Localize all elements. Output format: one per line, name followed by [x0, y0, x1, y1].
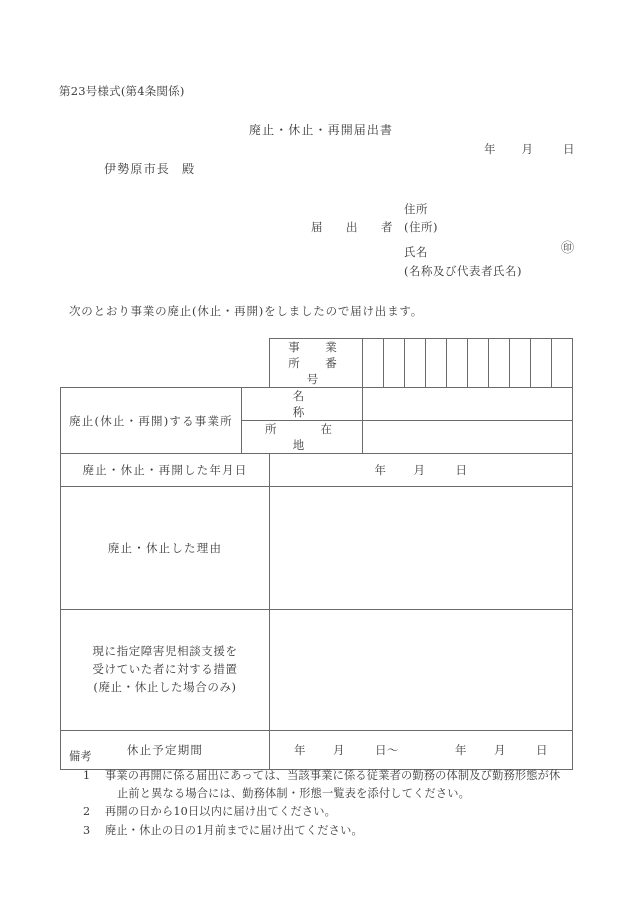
suspend-to-day: 日 [536, 743, 548, 757]
suspend-from-year: 年 [294, 743, 306, 757]
reason-label: 廃止・休止した理由 [61, 487, 270, 610]
note-text: 廃止・休止の日の1月前までに届け出てください。 [105, 823, 363, 837]
office-number-cell[interactable] [405, 339, 426, 388]
measures-label-line-3: (廃止・休止した場合のみ) [93, 679, 237, 694]
applicant-label: 届 出 者 [311, 220, 399, 234]
note-item [69, 767, 609, 803]
suspension-period-label: 休止予定期間 [61, 731, 270, 770]
note-item [69, 822, 609, 840]
event-date-value[interactable] [270, 454, 573, 487]
notes-section [69, 748, 609, 840]
office-number-cell[interactable] [510, 339, 531, 388]
table-row-event-date [61, 454, 573, 487]
note-line-2: 止前と異なる場合には、勤務体制・形態一覧表を添付してください。 [117, 787, 471, 801]
applicant-address-label: 住所 [404, 202, 428, 216]
office-number-cell[interactable] [384, 339, 405, 388]
note-line-1: 事業の再開に係る届出にあっては、当該事業に係る従業者の勤務の体制及び勤務形態が休 [105, 769, 561, 783]
office-number-cell[interactable] [552, 339, 573, 388]
form-number: 第23号様式(第4条関係) [59, 84, 185, 98]
office-number-cell[interactable] [489, 339, 510, 388]
suspend-from-month: 月 [333, 743, 345, 757]
event-date-group [375, 463, 468, 477]
addressee-honorific: 殿 [182, 162, 196, 176]
table-row-reason [61, 487, 573, 610]
spacer-cell [61, 339, 270, 388]
date-month-label: 月 [521, 142, 533, 156]
applicant-name-note: (名称及び代表者氏名) [404, 264, 522, 278]
note-item [69, 803, 609, 821]
applicant-name-label: 氏名 [404, 245, 428, 259]
office-name-label: 名 称 [242, 388, 363, 421]
notes-title: 備考 [69, 750, 92, 763]
note-text [105, 767, 609, 803]
suspend-to-month: 月 [494, 743, 506, 757]
intro-sentence: 次のとおり事業の廃止(休止・再開)をしましたので届け出ます。 [69, 304, 424, 318]
office-location-label: 所 在 地 [242, 421, 363, 454]
office-location-value[interactable] [363, 421, 573, 454]
note-text: 再開の日から10日以内に届け出てください。 [105, 805, 336, 819]
addressee-name: 伊勢原市長 [104, 162, 171, 176]
office-number-cell[interactable] [363, 339, 384, 388]
measures-value[interactable] [270, 610, 573, 731]
suspend-from-day: 日〜 [375, 743, 399, 757]
seal-icon: ㊞ [561, 241, 575, 256]
measures-label-line-1: 現に指定障害児相談支援を [92, 644, 238, 659]
office-number-cell[interactable] [468, 339, 489, 388]
measures-label-line-2: 受けていた者に対する措置 [92, 662, 238, 677]
table-row-office-name [61, 388, 573, 421]
reason-value[interactable] [270, 487, 573, 610]
addressee [104, 160, 195, 177]
suspend-to-year: 年 [455, 743, 467, 757]
date-day-label: 日 [563, 142, 575, 156]
office-number-cell[interactable] [447, 339, 468, 388]
document-title: 廃止・休止・再開届出書 [249, 123, 394, 137]
note-number: 3 [83, 823, 91, 837]
applicant-address-note: (住所) [404, 220, 438, 234]
event-date-label: 廃止・休止・再開した年月日 [61, 454, 270, 487]
business-office-label: 廃止(休止・再開)する事業所 [61, 388, 242, 454]
note-number: 1 [83, 769, 91, 783]
measures-label [61, 610, 270, 731]
event-date-year: 年 [374, 463, 387, 477]
table-row-measures [61, 610, 573, 731]
date-year-label: 年 [484, 142, 496, 156]
office-number-cell[interactable] [426, 339, 447, 388]
event-date-day: 日 [455, 463, 468, 477]
table-row-office-number [61, 339, 573, 388]
note-number: 2 [83, 805, 91, 819]
submission-date-line [484, 141, 575, 157]
event-date-month: 月 [413, 463, 426, 477]
notification-table [60, 338, 573, 770]
office-number-cell[interactable] [531, 339, 552, 388]
office-number-label: 事 業 所 番 号 [270, 339, 363, 388]
